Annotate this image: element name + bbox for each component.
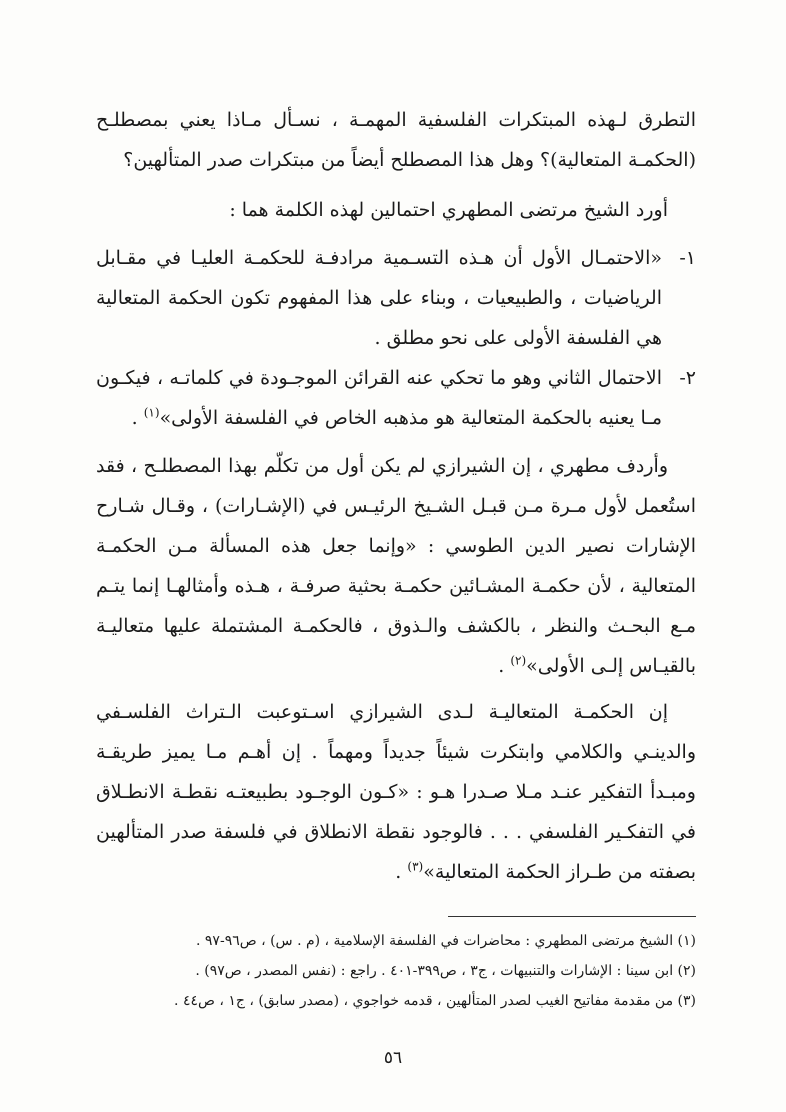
list-item-2 (96, 358, 696, 438)
list-number: ١- (679, 247, 696, 269)
paragraph-motahari-text: وأردف مطهري ، إن الشيرازي لم يكن أول من تكلّم بهذا المصطلـح ، فقد استُعمل لأول مـرة مـن قبـل الشـيخ الرئيـس في (الإشـارات) ، وقـال شـارح الإشارات نصير الدين الطوسي : «وإنما جعل هذه المسألة مـن الحكمـة المتعالية ، لأن حكمـة المشـائين حكمـة بحثية صرفـة ، هـذه وأمثالهـا إنما يتـم مـع البحـث والنظر ، بالكشف والـذوق ، فالحكمـة المشتملة عليها متعاليـة بالقيـاس إلـى الأولى» (96, 455, 696, 677)
footnote-ref: (١) (143, 405, 160, 420)
paragraph-motahari-tail: . (498, 655, 511, 677)
footnote-3: (٣) من مقدمة مفاتيح الغيب لصدر المتألهين ، قدمه خواجوي ، (مصدر سابق) ، ج١ ، ص٤٤ . (174, 993, 696, 1009)
list-tail: . (131, 407, 144, 429)
paragraph-shirazi-tail: . (395, 861, 408, 883)
footnote-ref: (٣) (407, 859, 424, 874)
paragraph-intro (96, 100, 696, 180)
footnote-1: (١) الشيخ مرتضى المطهري : محاضرات في الفلسفة الإسلامية ، (م . س) ، ص٩٦-٩٧ . (196, 933, 696, 949)
list-text: «الاحتمـال الأول أن هـذه التسـمية مرادفـة للحكمـة العليـا في مقـابل الرياضيات ، والطبيعيات ، وبناء على هذا المفهوم تكون الحكمة المتعالية هي الفلسفة الأولى على نحو مطلق . (96, 247, 662, 349)
list-item-1 (96, 238, 696, 358)
footnote-divider (448, 916, 696, 917)
paragraph-motahari (96, 446, 696, 686)
footnote-ref: (٢) (510, 653, 527, 668)
list-number: ٢- (679, 367, 696, 389)
paragraph-lead (96, 190, 696, 230)
footnotes (96, 926, 696, 1016)
list-text: الاحتمال الثاني وهو ما تحكي عنه القرائن الموجـودة في كلماتـه ، فيكـون مـا يعنيه بالحكمة المتعالية هو مذهبه الخاص في الفلسفة الأولى» (96, 367, 662, 429)
paragraph-shirazi-text: إن الحكمـة المتعاليـة لـدى الشيرازي اسـتوعبت الـتراث الفلسـفي والدينـي والكلامي وابتكرت شيئاً جديداً ومهماً . إن أهـم مـا يميز طريقـة ومبـدأ التفكير عنـد مـلا صـدرا هـو : «كـون الوجـود بطبيعتـه نقطـة الانطـلاق في التفكـير الفلسفي . . . فالوجود نقطة الانطلاق في فلسفة صدر المتألهين بصفته من طـراز الحكمة المتعالية» (96, 701, 696, 883)
paragraph-shirazi (96, 692, 696, 892)
page-number: ٥٦ (383, 1048, 403, 1068)
footnote-2: (٢) ابن سينا : الإشارات والتنبيهات ، ج٣ ، ص٣٩٩-٤٠١ . راجع : (نفس المصدر ، ص٩٧) . (195, 963, 696, 979)
paragraph-intro-text: التطرق لـهذه المبتكرات الفلسفية المهمـة ، نسـأل مـاذا يعني بمصطلـح (الحكمـة المتعالية)؟ وهل هذا المصطلح أيضاً من مبتكرات صدر المتألهين؟ (96, 109, 696, 171)
list-text-wrap (96, 358, 662, 438)
paragraph-lead-text: أورد الشيخ مرتضى المطهري احتمالين لهذه الكلمة هما : (229, 199, 668, 221)
